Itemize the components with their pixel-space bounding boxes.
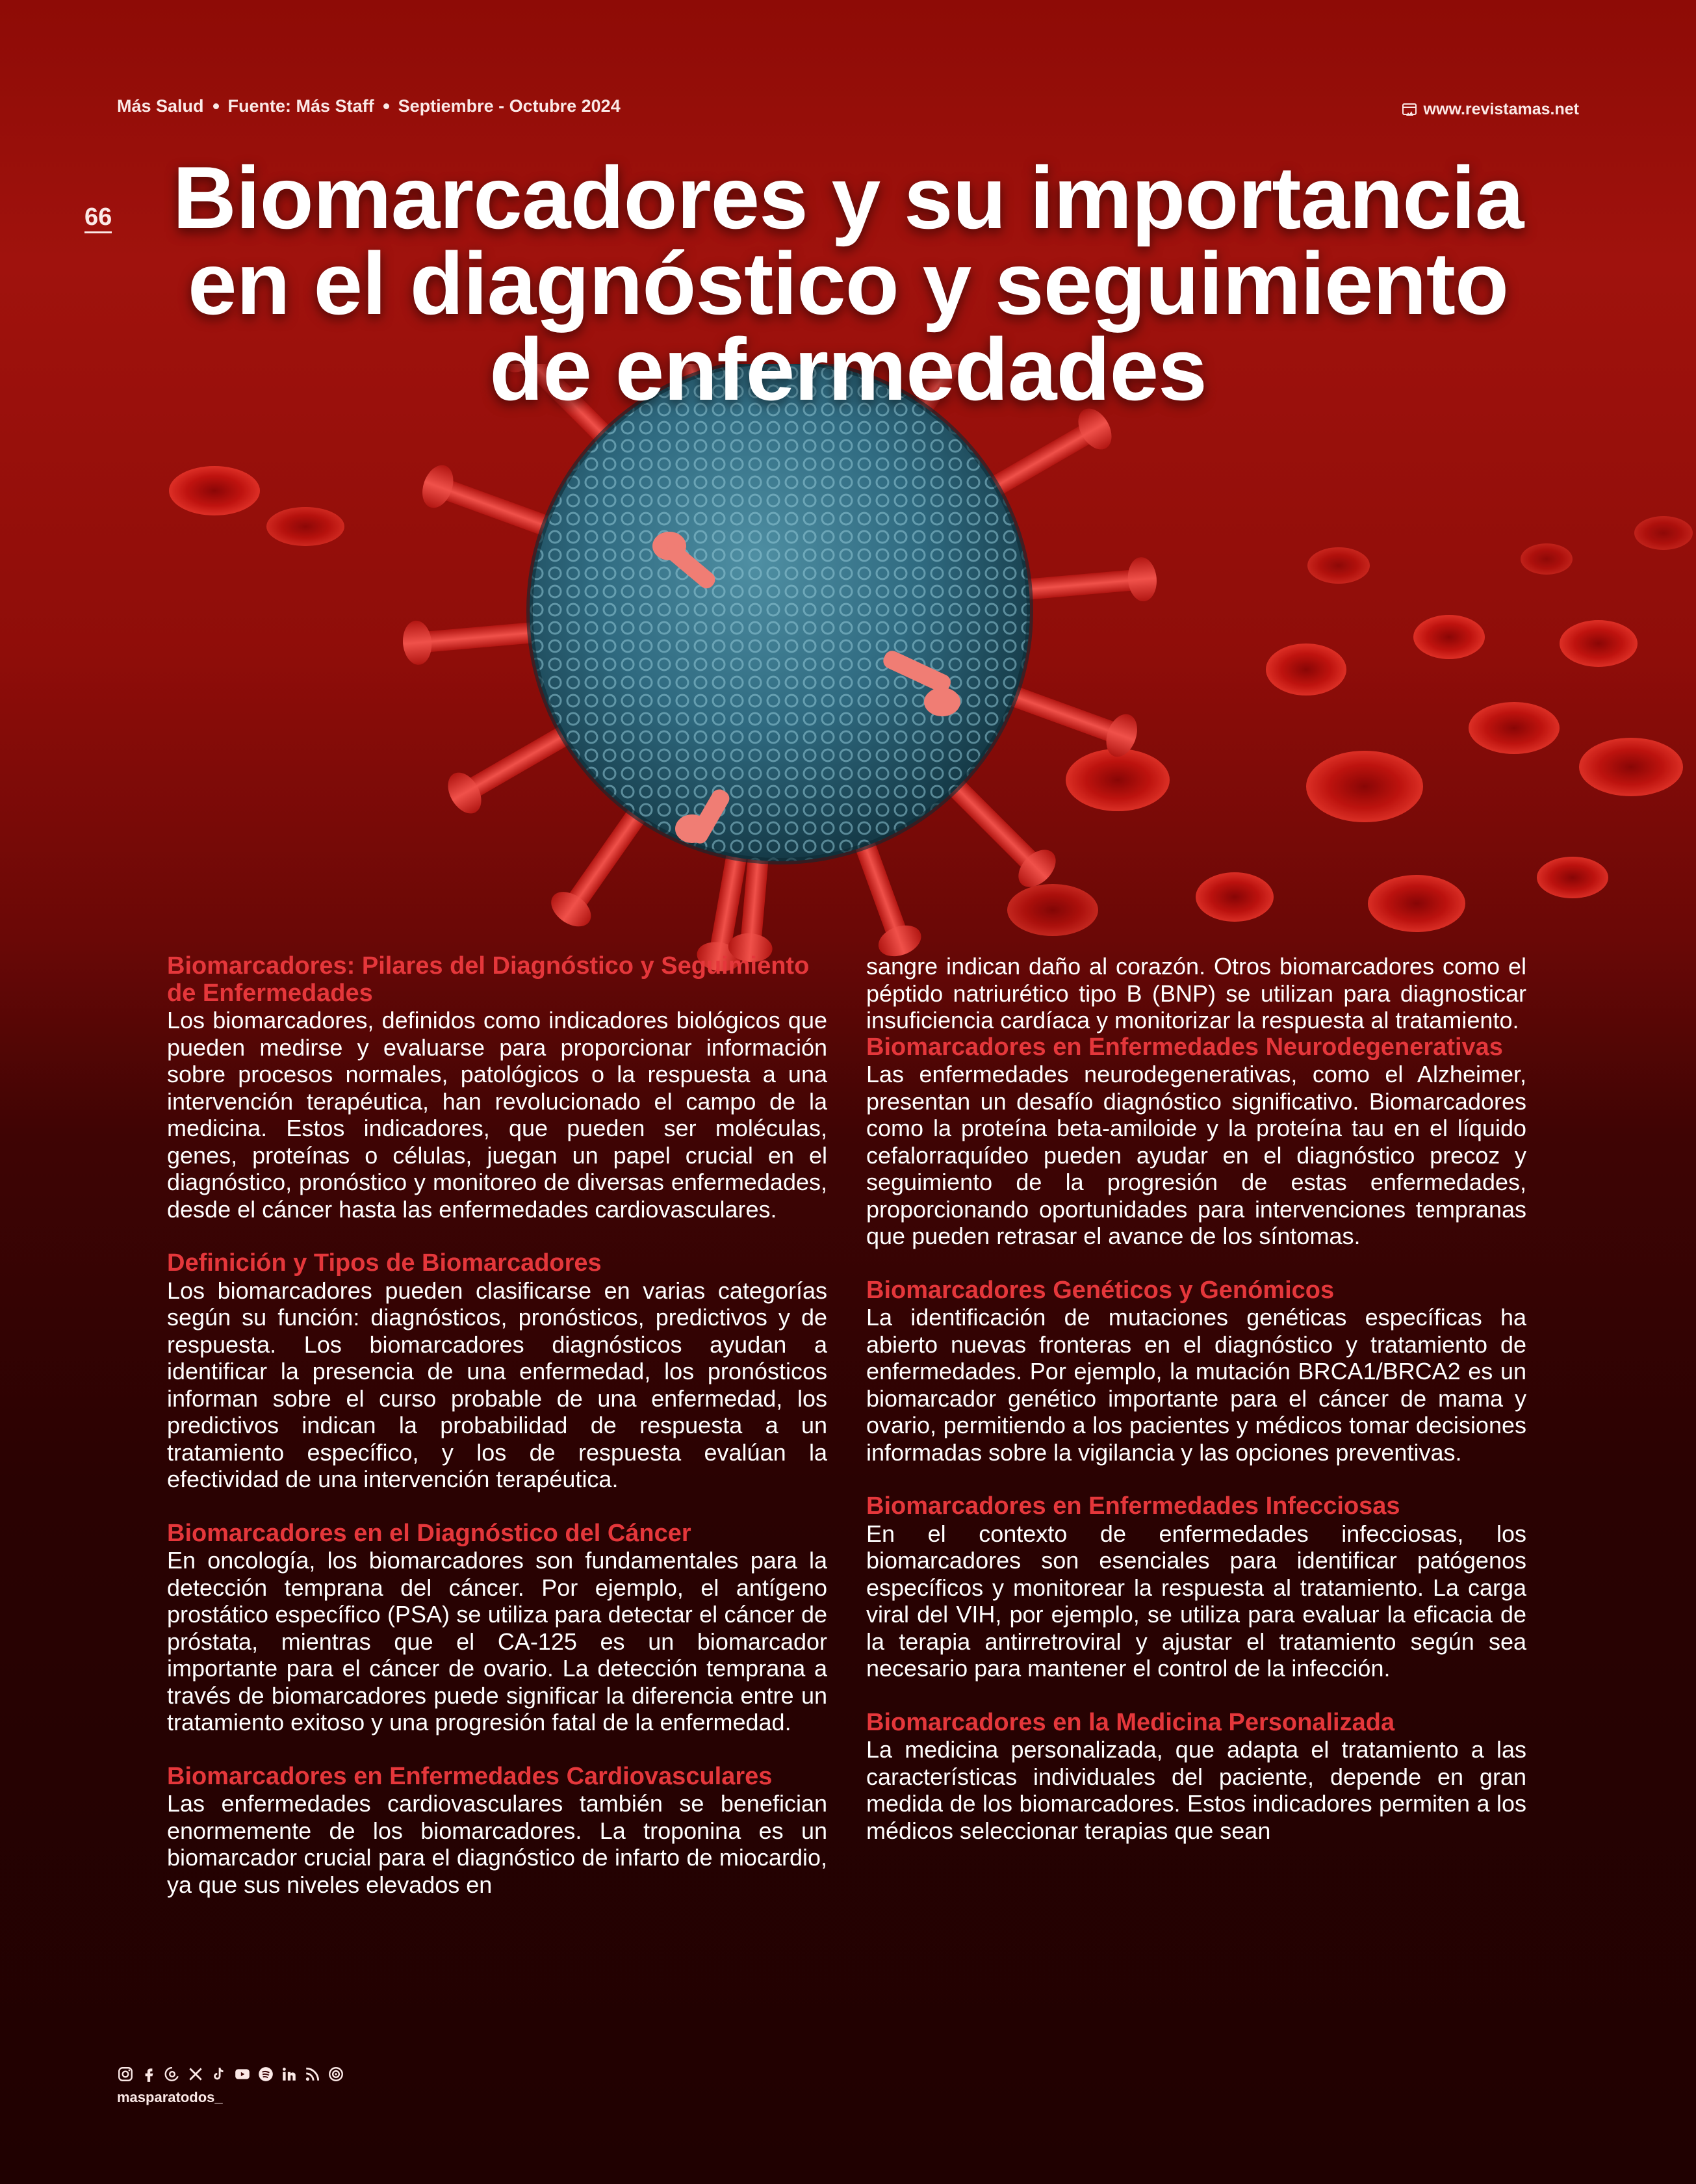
left-column <box>167 953 827 1925</box>
social-handle[interactable]: masparatodos_ <box>117 2089 223 2105</box>
section-body: Los biomarcadores, definidos como indicadores biológicos que pueden medirse y evaluarse para proporcionar información sobre procesos normales, patológicos o la respuesta a una intervención terapéutica, han revolucionado el campo de la medicina. Estos indicadores, que pueden ser moléculas, genes, proteínas o células, juegan un papel crucial en el diagnóstico, pronóstico y monitoreo de diversas enfermedades, desde el cáncer hasta las enfermedades cardiovasculares. <box>167 1007 827 1223</box>
threads-icon[interactable] <box>164 2066 181 2083</box>
section-heading: Biomarcadores Genéticos y Genómicos <box>866 1276 1335 1304</box>
section <box>167 1520 827 1736</box>
podcast-icon[interactable] <box>328 2066 344 2083</box>
separator-dot <box>383 103 389 109</box>
page-number: 66 <box>84 203 112 233</box>
section <box>167 1250 827 1493</box>
section-body: Los biomarcadores pueden clasificarse en varias categorías según su función: diagnósticos, pronósticos, predictivos y de respuesta. Los biomarcadores diagnósticos ayudan a identificar la presencia de una enfermedad, los pronósticos informan sobre el curso probable de una enfermedad, los predictivos indican la probabilidad de respuesta a un tratamiento específico, y los de respuesta evalúan la efectividad de una intervención terapéutica. <box>167 1277 827 1492</box>
website-url[interactable]: www.revistamas.net <box>1423 100 1579 118</box>
section-body: Las enfermedades cardiovasculares también se benefician enormemente de los biomarcadores. La troponina es un biomarcador crucial para el diagnóstico de infarto de miocardio, ya que sus niveles elevados en <box>167 1790 827 1898</box>
section <box>167 1763 827 1899</box>
section-heading: Biomarcadores en Enfermedades Neurodegenerativas <box>866 1033 1503 1061</box>
section-body: La medicina personalizada, que adapta el tratamiento a las características individuales del paciente, depende en gran medida de los biomarcadores. Estos indicadores permiten a los médicos seleccionar terapias que sean <box>866 1736 1526 1844</box>
youtube-icon[interactable] <box>234 2066 251 2083</box>
web-icon <box>1402 102 1417 118</box>
section <box>866 1034 1526 1250</box>
website-link[interactable] <box>1402 100 1579 119</box>
article-title: Biomarcadores y su importancia en el diagnóstico y seguimiento de enfermedades <box>172 148 1524 419</box>
rss-icon[interactable] <box>304 2066 321 2083</box>
linkedin-icon[interactable] <box>281 2066 298 2083</box>
tiktok-icon[interactable] <box>211 2066 227 2083</box>
virus-core <box>530 364 1030 861</box>
section-body: En el contexto de enfermedades infecciosas, los biomarcadores son esenciales para identificar patógenos específicos y monitorear la respuesta al tratamiento. La carga viral del VIH, por ejemplo, se utiliza para evaluar la eficacia de la terapia antirretroviral y ajustar el tratamiento según sea necesario para mantener el control de la infección. <box>866 1520 1526 1682</box>
section-heading: Biomarcadores en Enfermedades Cardiovasculares <box>167 1762 773 1790</box>
spotify-icon[interactable] <box>257 2066 274 2083</box>
section-body: La identificación de mutaciones genéticas específicas ha abierto nuevas fronteras en el diagnóstico y tratamiento de enfermedades. Por ejemplo, la mutación BRCA1/BRCA2 es un biomarcador genético importante para el cáncer de mama y ovario, permitiendo a los pacientes y médicos tomar decisiones informadas sobre la vigilancia y las opciones preventivas. <box>866 1304 1526 1466</box>
section <box>866 1277 1526 1466</box>
section-heading: Biomarcadores en Enfermedades Infecciosas <box>866 1492 1400 1520</box>
separator-dot <box>213 103 219 109</box>
source-label: Fuente: Más Staff <box>227 96 374 116</box>
section <box>866 1710 1526 1845</box>
section-label: Más Salud <box>117 96 204 116</box>
section <box>167 953 827 1223</box>
issue-date: Septiembre - Octubre 2024 <box>398 96 621 116</box>
header-meta <box>117 96 621 116</box>
section-heading: Biomarcadores en la Medicina Personalizada <box>866 1708 1395 1736</box>
section-heading: Biomarcadores: Pilares del Diagnóstico y Seguimiento de Enfermedades <box>167 952 810 1007</box>
section-body: Las enfermedades neurodegenerativas, como el Alzheimer, presentan un desafío diagnóstico significativo. Biomarcadores como la proteína beta-amiloide y la proteína tau en el líquido cefalorraquídeo pueden ayudar en el diagnóstico precoz y seguimiento de la progresión de estas enfermedades, proporcionando oportunidades para intervenciones tempranas que pueden retrasar el avance de los síntomas. <box>866 1061 1526 1249</box>
section-heading: Biomarcadores en el Diagnóstico del Cáncer <box>167 1519 691 1547</box>
instagram-icon[interactable] <box>117 2066 134 2083</box>
virus-illustration <box>0 364 1696 1014</box>
x-icon[interactable] <box>187 2066 204 2083</box>
social-icons <box>117 2066 344 2083</box>
facebook-icon[interactable] <box>140 2066 157 2083</box>
right-column <box>866 953 1526 1871</box>
section-heading: Definición y Tipos de Biomarcadores <box>167 1249 602 1277</box>
section <box>866 1493 1526 1682</box>
section-body: En oncología, los biomarcadores son fundamentales para la detección temprana del cáncer. Por ejemplo, el antígeno prostático específico (PSA) se utiliza para detectar el cáncer de próstata, mientras que el CA-125 es un biomarcador importante para el cáncer de ovario. La detección temprana a través de biomarcadores puede significar la diferencia entre un tratamiento exitoso y una progresión fatal de la enfermedad. <box>167 1547 827 1736</box>
continued-text: sangre indican daño al corazón. Otros biomarcadores como el péptido natriurético tipo B (BNP) se utilizan para diagnosticar insuficiencia cardíaca y monitorizar la respuesta al tratamiento. <box>866 953 1526 1034</box>
